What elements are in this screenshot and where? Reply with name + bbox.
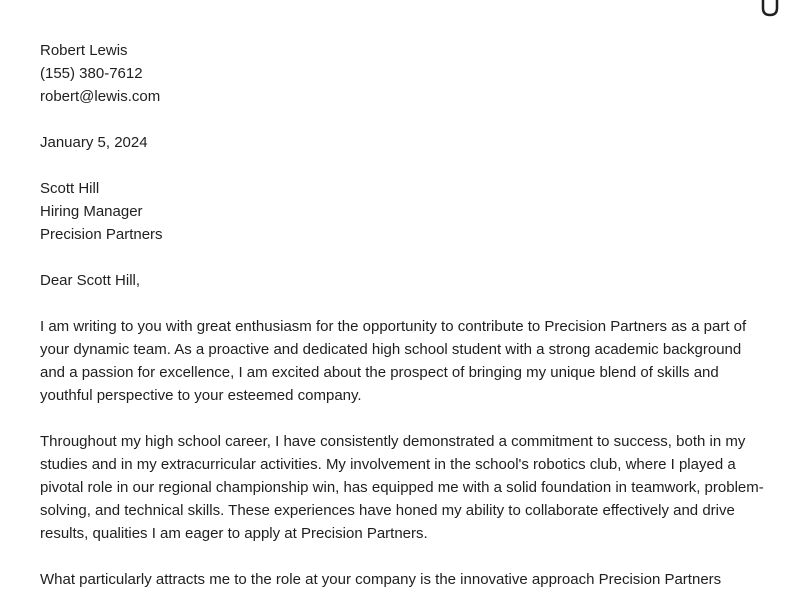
body-paragraph-3: What particularly attracts me to the role at your company is the innovative approach Precision Partners: [40, 571, 722, 588]
sender-name: Robert Lewis: [40, 42, 128, 59]
cursor-icon: [760, 0, 780, 18]
body-paragraph-1: I am writing to you with great enthusiasm for the opportunity to contribute to Precision Partners as a part of your dynamic team. As a proactive and dedicated high school student with a strong academic background and a passion for excellence, I am excited about the prospect of bringing my unique blend of skills and youthful perspective to your esteemed company.: [40, 318, 747, 404]
recipient-company: Precision Partners: [40, 226, 163, 243]
sender-phone: (155) 380-7612: [40, 65, 143, 82]
recipient-name: Scott Hill: [40, 180, 100, 197]
cover-letter: [40, 39, 768, 591]
recipient-title: Hiring Manager: [40, 203, 143, 220]
salutation: Dear Scott Hill,: [40, 272, 141, 289]
recipient-block: [40, 177, 768, 246]
body-paragraph-2: Throughout my high school career, I have consistently demonstrated a commitment to success, both in my studies and in my extracurricular activities. My involvement in the school's robotics club, where I played a pivotal role in our regional championship win, has equipped me with a solid foundation in teamwork, problem-solving, and technical skills. These experiences have honed my ability to collaborate effectively and drive results, qualities I am eager to apply at Precision Partners.: [40, 433, 764, 542]
sender-block: [40, 39, 768, 108]
letter-date: January 5, 2024: [40, 134, 148, 151]
sender-email: robert@lewis.com: [40, 88, 161, 105]
